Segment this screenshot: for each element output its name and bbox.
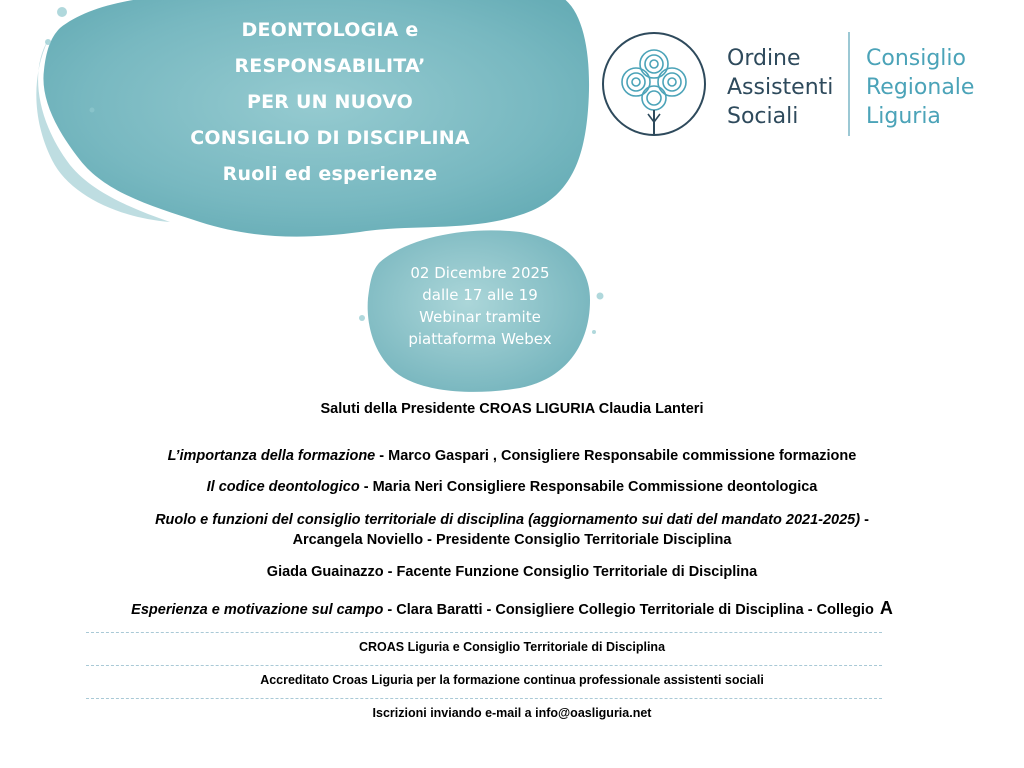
program-topic: Il codice deontologico <box>206 479 360 495</box>
program-item <box>0 598 1024 619</box>
accreditation-text: Accreditato Croas Liguria per la formazione continua professionale assistenti sociali <box>260 673 764 687</box>
program-item <box>0 510 1024 550</box>
org-name-line: Sociali <box>727 104 799 129</box>
divider <box>86 632 882 633</box>
program-speaker: - <box>860 512 869 528</box>
program-topic: Esperienza e motivazione sul campo <box>131 602 384 618</box>
council-name-line: Liguria <box>866 104 941 129</box>
divider <box>86 698 882 699</box>
event-mode: Webinar tramite <box>419 308 541 326</box>
org-name-line: Ordine <box>727 46 801 71</box>
organizers-text: CROAS Liguria e Consiglio Territoriale di Disciplina <box>358 640 666 654</box>
program-topic: Ruolo e funzioni del consiglio territoriale di disciplina (aggiornamento sui dati del mandato 2021-2025) <box>155 512 861 528</box>
event-date: 02 Dicembre 2025 <box>410 264 550 282</box>
title-line: DEONTOLOGIA e <box>241 19 419 41</box>
council-name <box>866 44 974 131</box>
greeting: Saluti della Presidente CROAS LIGURIA Claudia Lanteri <box>320 401 704 417</box>
program-speaker: - Clara Baratti - Consigliere Collegio Territoriale di Disciplina - Collegio <box>383 602 874 618</box>
event-title <box>150 12 510 192</box>
event-platform: piattaforma Webex <box>408 330 552 348</box>
splash-dot <box>597 293 604 300</box>
title-line: PER UN NUOVO <box>247 91 413 113</box>
title-line: CONSIGLIO DI DISCIPLINA <box>190 127 470 149</box>
registration-text: Iscrizioni inviando e-mail a info@oasliguria.net <box>372 706 652 720</box>
council-name-line: Consiglio <box>866 46 966 71</box>
event-time: dalle 17 alle 19 <box>422 286 538 304</box>
divider <box>86 665 882 666</box>
oas-logo-icon <box>600 30 708 138</box>
program-item <box>0 448 1024 464</box>
program-speaker: Giada Guainazzo - Facente Funzione Consiglio Territoriale di Disciplina <box>266 564 758 580</box>
splash-dot <box>90 108 95 113</box>
council-name-line: Regionale <box>866 75 975 100</box>
splash-dot <box>359 315 365 321</box>
collegio-letter: A <box>879 598 893 618</box>
program-topic: L’importanza della formazione <box>167 448 376 464</box>
org-name <box>727 44 833 131</box>
logo-divider <box>848 32 850 136</box>
program-speaker: - Marco Gaspari , Consigliere Responsabile commissione formazione <box>375 448 857 464</box>
splash-dot <box>592 330 596 334</box>
org-name-line: Assistenti <box>727 75 834 100</box>
splash-dot <box>45 39 51 45</box>
program-speaker: - Maria Neri Consigliere Responsabile Commissione deontologica <box>359 479 818 495</box>
event-details <box>385 262 575 350</box>
title-subtitle: Ruoli ed esperienze <box>222 163 438 185</box>
title-line: RESPONSABILITA’ <box>234 55 426 77</box>
splash-dot <box>57 7 67 17</box>
program-speaker: Arcangela Noviello - Presidente Consiglio Territoriale Disciplina <box>292 532 732 548</box>
program-item <box>0 479 1024 495</box>
program-item <box>0 564 1024 580</box>
